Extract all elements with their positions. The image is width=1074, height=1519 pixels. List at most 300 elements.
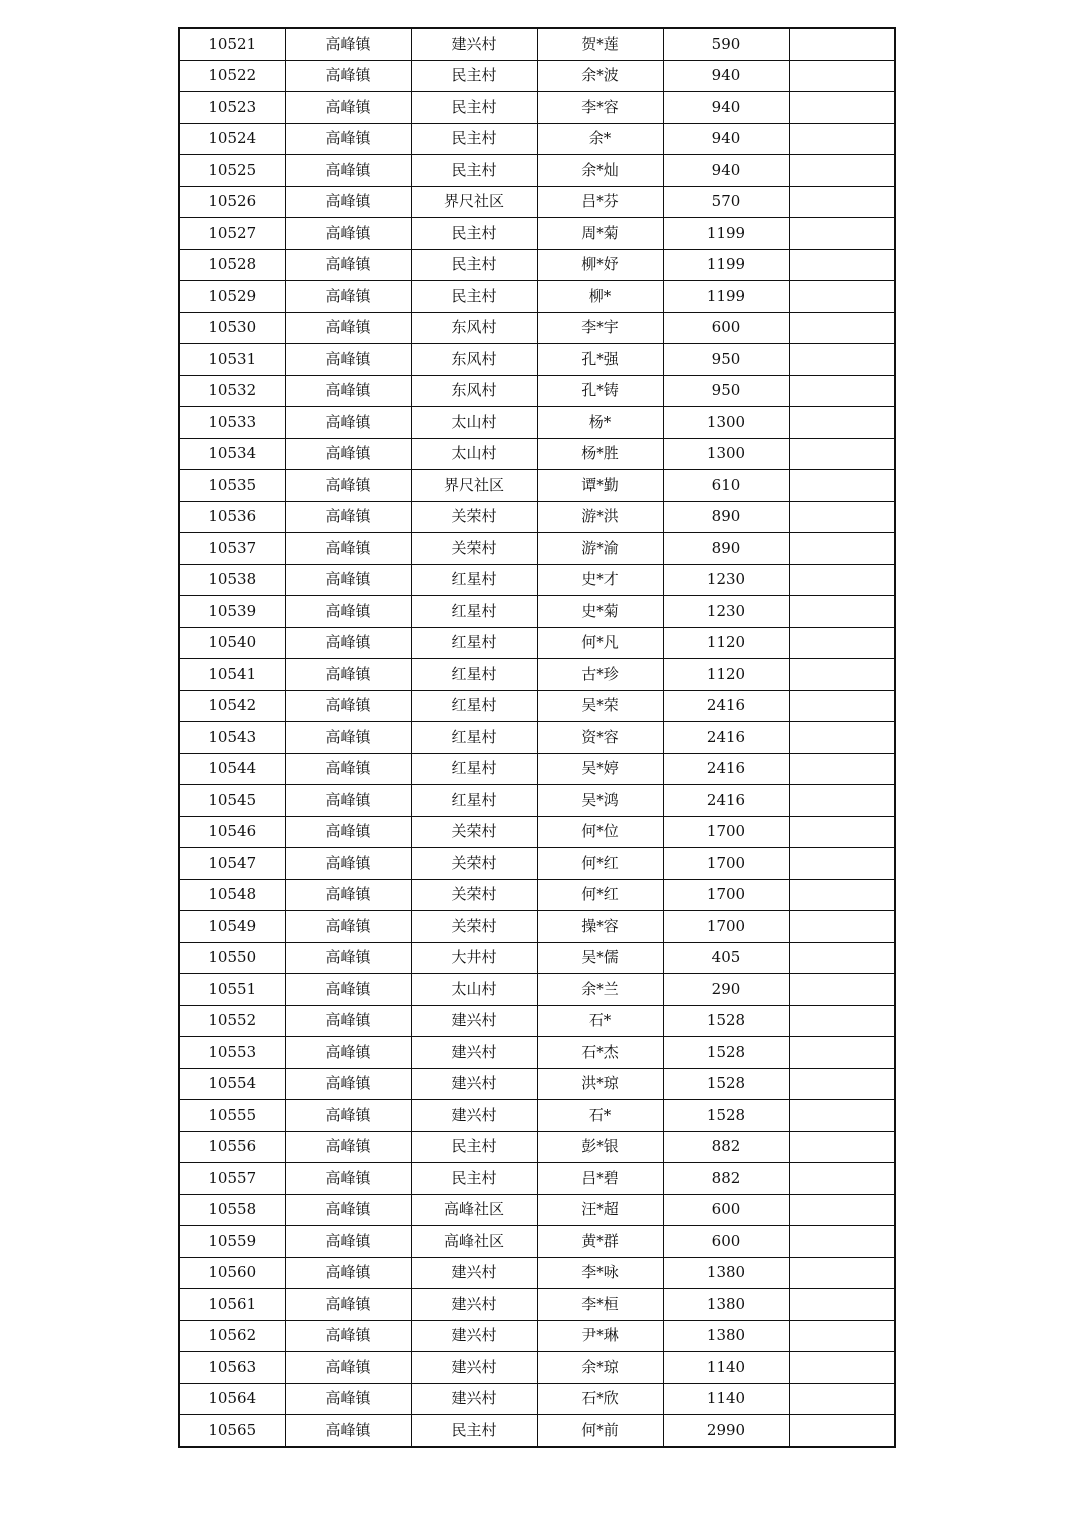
table-row — [179, 1352, 895, 1384]
name-cell: 史*菊 — [537, 596, 663, 628]
serial-number-cell: 10527 — [179, 218, 285, 250]
table-row — [179, 407, 895, 439]
remark-cell — [789, 627, 895, 659]
table-row — [179, 753, 895, 785]
remark-cell — [789, 911, 895, 943]
table-row — [179, 1320, 895, 1352]
town-cell: 高峰镇 — [285, 1068, 411, 1100]
serial-number-cell: 10558 — [179, 1194, 285, 1226]
village-cell: 建兴村 — [411, 1068, 537, 1100]
amount-cell: 1528 — [663, 1037, 789, 1069]
town-cell: 高峰镇 — [285, 627, 411, 659]
serial-number-cell: 10561 — [179, 1289, 285, 1321]
table-row — [179, 249, 895, 281]
serial-number-cell: 10526 — [179, 186, 285, 218]
town-cell: 高峰镇 — [285, 1163, 411, 1195]
remark-cell — [789, 312, 895, 344]
serial-number-cell: 10532 — [179, 375, 285, 407]
table-row — [179, 879, 895, 911]
amount-cell: 2416 — [663, 753, 789, 785]
name-cell: 尹*琳 — [537, 1320, 663, 1352]
town-cell: 高峰镇 — [285, 690, 411, 722]
table-row — [179, 501, 895, 533]
town-cell: 高峰镇 — [285, 470, 411, 502]
serial-number-cell: 10555 — [179, 1100, 285, 1132]
village-cell: 红星村 — [411, 690, 537, 722]
amount-cell: 290 — [663, 974, 789, 1006]
amount-cell: 2416 — [663, 785, 789, 817]
name-cell: 吴*儒 — [537, 942, 663, 974]
serial-number-cell: 10533 — [179, 407, 285, 439]
amount-cell: 600 — [663, 1194, 789, 1226]
town-cell: 高峰镇 — [285, 911, 411, 943]
serial-number-cell: 10550 — [179, 942, 285, 974]
amount-cell: 1380 — [663, 1320, 789, 1352]
serial-number-cell: 10543 — [179, 722, 285, 754]
name-cell: 柳*妤 — [537, 249, 663, 281]
table-row — [179, 1005, 895, 1037]
remark-cell — [789, 438, 895, 470]
amount-cell: 1528 — [663, 1100, 789, 1132]
remark-cell — [789, 974, 895, 1006]
table-row — [179, 281, 895, 313]
remark-cell — [789, 1226, 895, 1258]
serial-number-cell: 10523 — [179, 92, 285, 124]
table-row — [179, 375, 895, 407]
amount-cell: 1700 — [663, 879, 789, 911]
amount-cell: 1199 — [663, 218, 789, 250]
table-row — [179, 1226, 895, 1258]
name-cell: 吴*鸿 — [537, 785, 663, 817]
remark-cell — [789, 1068, 895, 1100]
town-cell: 高峰镇 — [285, 218, 411, 250]
amount-cell: 1199 — [663, 281, 789, 313]
town-cell: 高峰镇 — [285, 942, 411, 974]
town-cell: 高峰镇 — [285, 1100, 411, 1132]
table-row — [179, 848, 895, 880]
amount-cell: 1528 — [663, 1068, 789, 1100]
town-cell: 高峰镇 — [285, 1226, 411, 1258]
serial-number-cell: 10551 — [179, 974, 285, 1006]
town-cell: 高峰镇 — [285, 1415, 411, 1447]
remark-cell — [789, 155, 895, 187]
remark-cell — [789, 1415, 895, 1447]
town-cell: 高峰镇 — [285, 533, 411, 565]
table-row — [179, 1068, 895, 1100]
name-cell: 彭*银 — [537, 1131, 663, 1163]
town-cell: 高峰镇 — [285, 1194, 411, 1226]
table-row — [179, 470, 895, 502]
amount-cell: 1700 — [663, 848, 789, 880]
table-row — [179, 690, 895, 722]
roster-table — [178, 27, 896, 1448]
town-cell: 高峰镇 — [285, 1005, 411, 1037]
remark-cell — [789, 407, 895, 439]
town-cell: 高峰镇 — [285, 848, 411, 880]
remark-cell — [789, 1257, 895, 1289]
amount-cell: 950 — [663, 375, 789, 407]
village-cell: 建兴村 — [411, 28, 537, 60]
name-cell: 古*珍 — [537, 659, 663, 691]
village-cell: 民主村 — [411, 1415, 537, 1447]
village-cell: 民主村 — [411, 249, 537, 281]
amount-cell: 882 — [663, 1163, 789, 1195]
amount-cell: 1300 — [663, 438, 789, 470]
table-row — [179, 942, 895, 974]
name-cell: 石* — [537, 1005, 663, 1037]
name-cell: 杨* — [537, 407, 663, 439]
remark-cell — [789, 470, 895, 502]
serial-number-cell: 10553 — [179, 1037, 285, 1069]
amount-cell: 1230 — [663, 564, 789, 596]
table-row — [179, 974, 895, 1006]
town-cell: 高峰镇 — [285, 974, 411, 1006]
village-cell: 建兴村 — [411, 1257, 537, 1289]
village-cell: 东风村 — [411, 344, 537, 376]
village-cell: 红星村 — [411, 785, 537, 817]
remark-cell — [789, 1289, 895, 1321]
table-row — [179, 1289, 895, 1321]
town-cell: 高峰镇 — [285, 816, 411, 848]
remark-cell — [789, 1131, 895, 1163]
village-cell: 民主村 — [411, 1163, 537, 1195]
table-row — [179, 28, 895, 60]
village-cell: 红星村 — [411, 564, 537, 596]
name-cell: 贺*莲 — [537, 28, 663, 60]
name-cell: 谭*勤 — [537, 470, 663, 502]
amount-cell: 1140 — [663, 1352, 789, 1384]
remark-cell — [789, 879, 895, 911]
name-cell: 吴*荣 — [537, 690, 663, 722]
village-cell: 建兴村 — [411, 1005, 537, 1037]
village-cell: 民主村 — [411, 1131, 537, 1163]
name-cell: 李*宇 — [537, 312, 663, 344]
remark-cell — [789, 501, 895, 533]
village-cell: 红星村 — [411, 659, 537, 691]
name-cell: 余* — [537, 123, 663, 155]
name-cell: 何*位 — [537, 816, 663, 848]
name-cell: 史*才 — [537, 564, 663, 596]
village-cell: 建兴村 — [411, 1289, 537, 1321]
village-cell: 界尺社区 — [411, 186, 537, 218]
serial-number-cell: 10525 — [179, 155, 285, 187]
remark-cell — [789, 344, 895, 376]
amount-cell: 1199 — [663, 249, 789, 281]
name-cell: 何*凡 — [537, 627, 663, 659]
serial-number-cell: 10552 — [179, 1005, 285, 1037]
serial-number-cell: 10542 — [179, 690, 285, 722]
town-cell: 高峰镇 — [285, 1320, 411, 1352]
town-cell: 高峰镇 — [285, 249, 411, 281]
village-cell: 民主村 — [411, 281, 537, 313]
table-row — [179, 1100, 895, 1132]
village-cell: 建兴村 — [411, 1037, 537, 1069]
name-cell: 余*兰 — [537, 974, 663, 1006]
name-cell: 李*桓 — [537, 1289, 663, 1321]
name-cell: 孔*铸 — [537, 375, 663, 407]
town-cell: 高峰镇 — [285, 375, 411, 407]
serial-number-cell: 10535 — [179, 470, 285, 502]
town-cell: 高峰镇 — [285, 879, 411, 911]
serial-number-cell: 10563 — [179, 1352, 285, 1384]
name-cell: 何*前 — [537, 1415, 663, 1447]
amount-cell: 1380 — [663, 1289, 789, 1321]
serial-number-cell: 10530 — [179, 312, 285, 344]
serial-number-cell: 10537 — [179, 533, 285, 565]
amount-cell: 890 — [663, 533, 789, 565]
town-cell: 高峰镇 — [285, 155, 411, 187]
amount-cell: 570 — [663, 186, 789, 218]
town-cell: 高峰镇 — [285, 785, 411, 817]
table-row — [179, 60, 895, 92]
serial-number-cell: 10541 — [179, 659, 285, 691]
table-row — [179, 533, 895, 565]
village-cell: 关荣村 — [411, 911, 537, 943]
table-row — [179, 1257, 895, 1289]
amount-cell: 600 — [663, 1226, 789, 1258]
remark-cell — [789, 281, 895, 313]
table-row — [179, 564, 895, 596]
roster-table-body — [179, 28, 895, 1447]
village-cell: 关荣村 — [411, 816, 537, 848]
serial-number-cell: 10521 — [179, 28, 285, 60]
amount-cell: 940 — [663, 92, 789, 124]
name-cell: 操*容 — [537, 911, 663, 943]
remark-cell — [789, 28, 895, 60]
amount-cell: 882 — [663, 1131, 789, 1163]
town-cell: 高峰镇 — [285, 1289, 411, 1321]
name-cell: 吕*碧 — [537, 1163, 663, 1195]
table-row — [179, 186, 895, 218]
amount-cell: 1700 — [663, 911, 789, 943]
village-cell: 高峰社区 — [411, 1194, 537, 1226]
amount-cell: 610 — [663, 470, 789, 502]
table-row — [179, 627, 895, 659]
village-cell: 民主村 — [411, 123, 537, 155]
amount-cell: 950 — [663, 344, 789, 376]
remark-cell — [789, 722, 895, 754]
town-cell: 高峰镇 — [285, 281, 411, 313]
village-cell: 东风村 — [411, 375, 537, 407]
serial-number-cell: 10560 — [179, 1257, 285, 1289]
serial-number-cell: 10564 — [179, 1383, 285, 1415]
village-cell: 红星村 — [411, 596, 537, 628]
amount-cell: 600 — [663, 312, 789, 344]
village-cell: 关荣村 — [411, 533, 537, 565]
amount-cell: 590 — [663, 28, 789, 60]
table-row — [179, 722, 895, 754]
table-row — [179, 218, 895, 250]
serial-number-cell: 10529 — [179, 281, 285, 313]
table-row — [179, 344, 895, 376]
amount-cell: 940 — [663, 60, 789, 92]
serial-number-cell: 10540 — [179, 627, 285, 659]
village-cell: 民主村 — [411, 155, 537, 187]
name-cell: 洪*琼 — [537, 1068, 663, 1100]
amount-cell: 2416 — [663, 722, 789, 754]
table-row — [179, 312, 895, 344]
amount-cell: 1700 — [663, 816, 789, 848]
village-cell: 建兴村 — [411, 1352, 537, 1384]
amount-cell: 1528 — [663, 1005, 789, 1037]
remark-cell — [789, 123, 895, 155]
town-cell: 高峰镇 — [285, 659, 411, 691]
remark-cell — [789, 375, 895, 407]
table-row — [179, 1037, 895, 1069]
remark-cell — [789, 1194, 895, 1226]
table-row — [179, 659, 895, 691]
serial-number-cell: 10545 — [179, 785, 285, 817]
town-cell: 高峰镇 — [285, 1257, 411, 1289]
amount-cell: 1300 — [663, 407, 789, 439]
name-cell: 余*灿 — [537, 155, 663, 187]
name-cell: 何*红 — [537, 848, 663, 880]
remark-cell — [789, 753, 895, 785]
serial-number-cell: 10548 — [179, 879, 285, 911]
town-cell: 高峰镇 — [285, 312, 411, 344]
village-cell: 民主村 — [411, 60, 537, 92]
town-cell: 高峰镇 — [285, 344, 411, 376]
village-cell: 关荣村 — [411, 879, 537, 911]
serial-number-cell: 10556 — [179, 1131, 285, 1163]
serial-number-cell: 10557 — [179, 1163, 285, 1195]
serial-number-cell: 10524 — [179, 123, 285, 155]
table-row — [179, 92, 895, 124]
name-cell: 杨*胜 — [537, 438, 663, 470]
name-cell: 柳* — [537, 281, 663, 313]
name-cell: 李*容 — [537, 92, 663, 124]
town-cell: 高峰镇 — [285, 407, 411, 439]
amount-cell: 1230 — [663, 596, 789, 628]
table-row — [179, 911, 895, 943]
village-cell: 太山村 — [411, 974, 537, 1006]
serial-number-cell: 10528 — [179, 249, 285, 281]
village-cell: 高峰社区 — [411, 1226, 537, 1258]
town-cell: 高峰镇 — [285, 564, 411, 596]
remark-cell — [789, 1163, 895, 1195]
town-cell: 高峰镇 — [285, 92, 411, 124]
village-cell: 太山村 — [411, 438, 537, 470]
table-row — [179, 438, 895, 470]
town-cell: 高峰镇 — [285, 60, 411, 92]
name-cell: 石*欣 — [537, 1383, 663, 1415]
table-row — [179, 1415, 895, 1447]
table-row — [179, 1163, 895, 1195]
amount-cell: 1120 — [663, 627, 789, 659]
name-cell: 余*波 — [537, 60, 663, 92]
serial-number-cell: 10522 — [179, 60, 285, 92]
remark-cell — [789, 942, 895, 974]
name-cell: 余*琼 — [537, 1352, 663, 1384]
remark-cell — [789, 249, 895, 281]
serial-number-cell: 10536 — [179, 501, 285, 533]
town-cell: 高峰镇 — [285, 1383, 411, 1415]
table-row — [179, 1383, 895, 1415]
town-cell: 高峰镇 — [285, 1352, 411, 1384]
amount-cell: 1120 — [663, 659, 789, 691]
table-row — [179, 123, 895, 155]
serial-number-cell: 10539 — [179, 596, 285, 628]
amount-cell: 1380 — [663, 1257, 789, 1289]
remark-cell — [789, 659, 895, 691]
name-cell: 石* — [537, 1100, 663, 1132]
remark-cell — [789, 92, 895, 124]
village-cell: 建兴村 — [411, 1320, 537, 1352]
village-cell: 关荣村 — [411, 501, 537, 533]
table-row — [179, 1131, 895, 1163]
amount-cell: 1140 — [663, 1383, 789, 1415]
remark-cell — [789, 848, 895, 880]
serial-number-cell: 10549 — [179, 911, 285, 943]
town-cell: 高峰镇 — [285, 186, 411, 218]
name-cell: 黄*群 — [537, 1226, 663, 1258]
remark-cell — [789, 1352, 895, 1384]
town-cell: 高峰镇 — [285, 28, 411, 60]
remark-cell — [789, 596, 895, 628]
amount-cell: 405 — [663, 942, 789, 974]
amount-cell: 940 — [663, 155, 789, 187]
town-cell: 高峰镇 — [285, 722, 411, 754]
town-cell: 高峰镇 — [285, 596, 411, 628]
name-cell: 吴*婷 — [537, 753, 663, 785]
remark-cell — [789, 785, 895, 817]
remark-cell — [789, 1005, 895, 1037]
amount-cell: 2990 — [663, 1415, 789, 1447]
village-cell: 太山村 — [411, 407, 537, 439]
village-cell: 红星村 — [411, 722, 537, 754]
village-cell: 建兴村 — [411, 1383, 537, 1415]
remark-cell — [789, 1320, 895, 1352]
table-row — [179, 816, 895, 848]
serial-number-cell: 10547 — [179, 848, 285, 880]
serial-number-cell: 10534 — [179, 438, 285, 470]
remark-cell — [789, 564, 895, 596]
serial-number-cell: 10554 — [179, 1068, 285, 1100]
name-cell: 孔*强 — [537, 344, 663, 376]
table-row — [179, 785, 895, 817]
village-cell: 红星村 — [411, 753, 537, 785]
serial-number-cell: 10565 — [179, 1415, 285, 1447]
town-cell: 高峰镇 — [285, 1131, 411, 1163]
name-cell: 吕*芬 — [537, 186, 663, 218]
serial-number-cell: 10544 — [179, 753, 285, 785]
village-cell: 界尺社区 — [411, 470, 537, 502]
name-cell: 周*菊 — [537, 218, 663, 250]
village-cell: 民主村 — [411, 218, 537, 250]
name-cell: 游*洪 — [537, 501, 663, 533]
remark-cell — [789, 690, 895, 722]
town-cell: 高峰镇 — [285, 1037, 411, 1069]
name-cell: 汪*超 — [537, 1194, 663, 1226]
remark-cell — [789, 60, 895, 92]
town-cell: 高峰镇 — [285, 501, 411, 533]
table-row — [179, 155, 895, 187]
town-cell: 高峰镇 — [285, 123, 411, 155]
remark-cell — [789, 186, 895, 218]
name-cell: 何*红 — [537, 879, 663, 911]
remark-cell — [789, 1037, 895, 1069]
village-cell: 关荣村 — [411, 848, 537, 880]
remark-cell — [789, 816, 895, 848]
name-cell: 石*杰 — [537, 1037, 663, 1069]
town-cell: 高峰镇 — [285, 753, 411, 785]
serial-number-cell: 10538 — [179, 564, 285, 596]
village-cell: 建兴村 — [411, 1100, 537, 1132]
amount-cell: 890 — [663, 501, 789, 533]
village-cell: 大井村 — [411, 942, 537, 974]
serial-number-cell: 10531 — [179, 344, 285, 376]
serial-number-cell: 10546 — [179, 816, 285, 848]
